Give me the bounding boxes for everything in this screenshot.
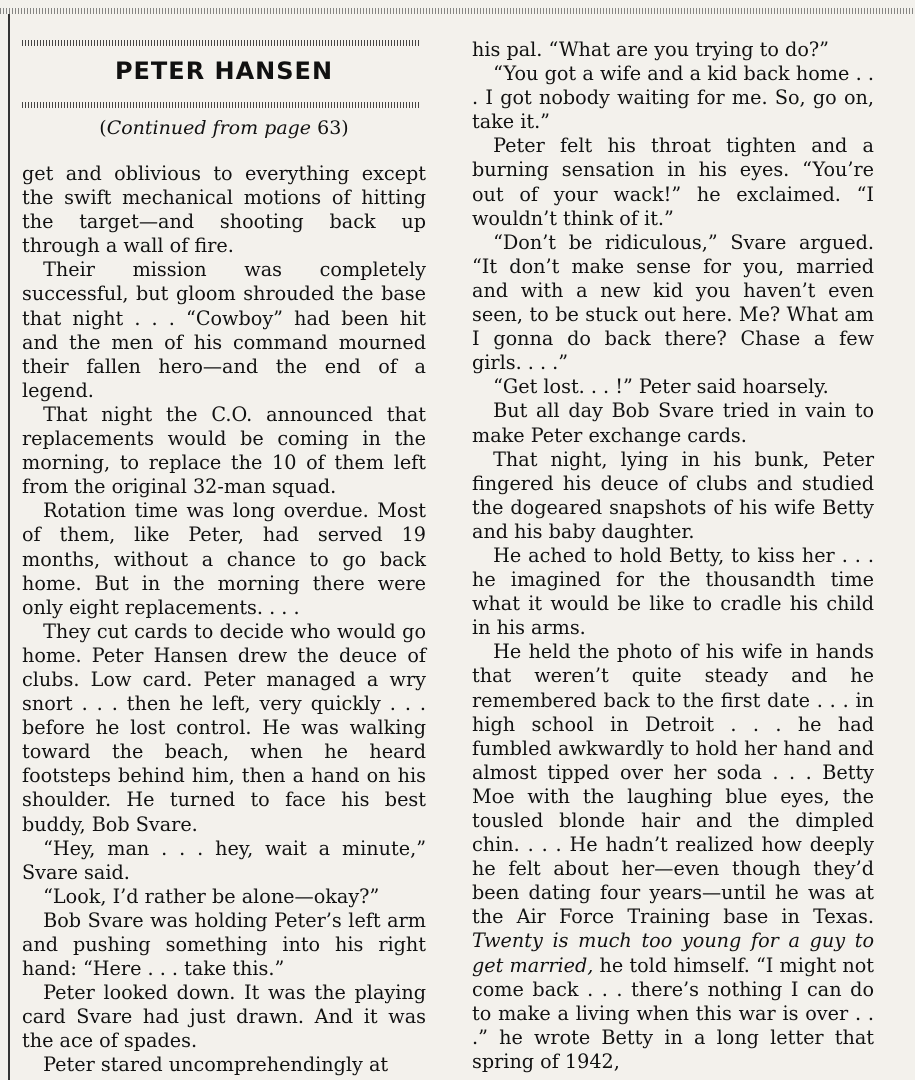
paragraph: Peter looked down. It was the playing card Svare had just drawn. And it was the ace of spades. — [22, 981, 426, 1053]
left-column-rule — [8, 14, 10, 1080]
paragraph: That night, lying in his bunk, Peter fingered his deuce of clubs and studied the dogeared snapshots of his wife Betty and his baby daughter. — [472, 447, 874, 543]
italic-thought: Twenty is much too young for a guy to get married, — [472, 929, 874, 977]
paragraph: his pal. “What are you trying to do?” — [472, 38, 829, 61]
paragraph: Peter stared uncomprehendingly at — [43, 1053, 389, 1077]
paragraph: Bob Svare was holding Peter’s left arm and pushing something into his right hand: “Here . . . take this.” — [22, 908, 426, 981]
paragraph: “Don’t be ridiculous,” Svare argued. “It don’t make sense for you, married and with a new kid you haven’t even seen, to be stuck out here. Me? What am I gonna do back there? Chase a few girls. . . .” — [472, 230, 874, 375]
article-title: PETER HANSEN — [114, 57, 334, 85]
continued-page: 63 — [317, 117, 342, 139]
continued-note: (Continued from page 63) — [99, 117, 349, 139]
paragraph — [472, 640, 874, 1074]
paragraph: “Get lost. . . !” Peter said hoarsely. — [493, 375, 829, 399]
continued-label: Continued from page — [106, 117, 312, 139]
paragraph: Rotation time was long overdue. Most of them, like Peter, had served 19 months, without a chance to go back home. But in the morning there were only eight replacements. . . . — [22, 499, 426, 619]
paragraph-text: he told himself. “I might not come back . . . there’s nothing I can do to make a living when this war is over . . .” he wrote Betty in a long letter that spring of 1942, — [472, 953, 874, 1073]
left-column — [22, 162, 426, 1078]
paragraph-text: He held the photo of his wife in hands that weren’t quite steady and he remembered back to the first date . . . in high school in Detroit . . . he had fumbled awkwardly to hold her hand and almost tipped over her soda . . . Betty Moe with the laughing blue eyes, the tousled blonde hair and the dimpled chin. . . . He hadn’t realized how deeply he felt about her—even though they’d been dating four years—until he was at the Air Force Training base in Texas. — [472, 640, 874, 929]
paragraph: Peter felt his throat tighten and a burning sensation in his eyes. “You’re out of your wack!” he exclaimed. “I wouldn’t think of it.” — [472, 134, 874, 230]
paragraph: get and oblivious to everything except the swift mechanical motions of hitting the target—and shooting back up through a wall of fire. — [22, 162, 426, 258]
header-hatch-top — [22, 40, 420, 46]
paragraph: “Hey, man . . . hey, wait a minute,” Svare said. — [22, 836, 426, 884]
paragraph: He ached to hold Betty, to kiss her . . . he imagined for the thousandth time what it would be like to cradle his child in his arms. — [472, 543, 874, 640]
right-column — [472, 38, 874, 1074]
header-hatch-bottom — [22, 102, 420, 108]
paragraph: Their mission was completely successful, but gloom shrouded the base that night . . . “Cowboy” had been hit and the men of his command mourned their fallen hero—and the end of a legend. — [22, 258, 426, 402]
top-border-rule — [0, 8, 915, 14]
paragraph: “You got a wife and a kid back home . . . I got nobody waiting for me. So, go on, take it.” — [472, 62, 874, 134]
paragraph: But all day Bob Svare tried in vain to make Peter exchange cards. — [472, 399, 874, 447]
paragraph: “Look, I’d rather be alone—okay?” — [43, 884, 380, 908]
paragraph: That night the C.O. announced that replacements would be coming in the morning, to replace the 10 of them left from the original 32-man squad. — [22, 402, 426, 499]
paragraph: They cut cards to decide who would go home. Peter Hansen drew the deuce of clubs. Low card. Peter managed a wry snort . . . then he left, very quickly . . . before he lost control. He was walking toward the beach, when he heard footsteps behind him, then a hand on his shoulder. He turned to face his best buddy, Bob Svare. — [22, 619, 426, 836]
